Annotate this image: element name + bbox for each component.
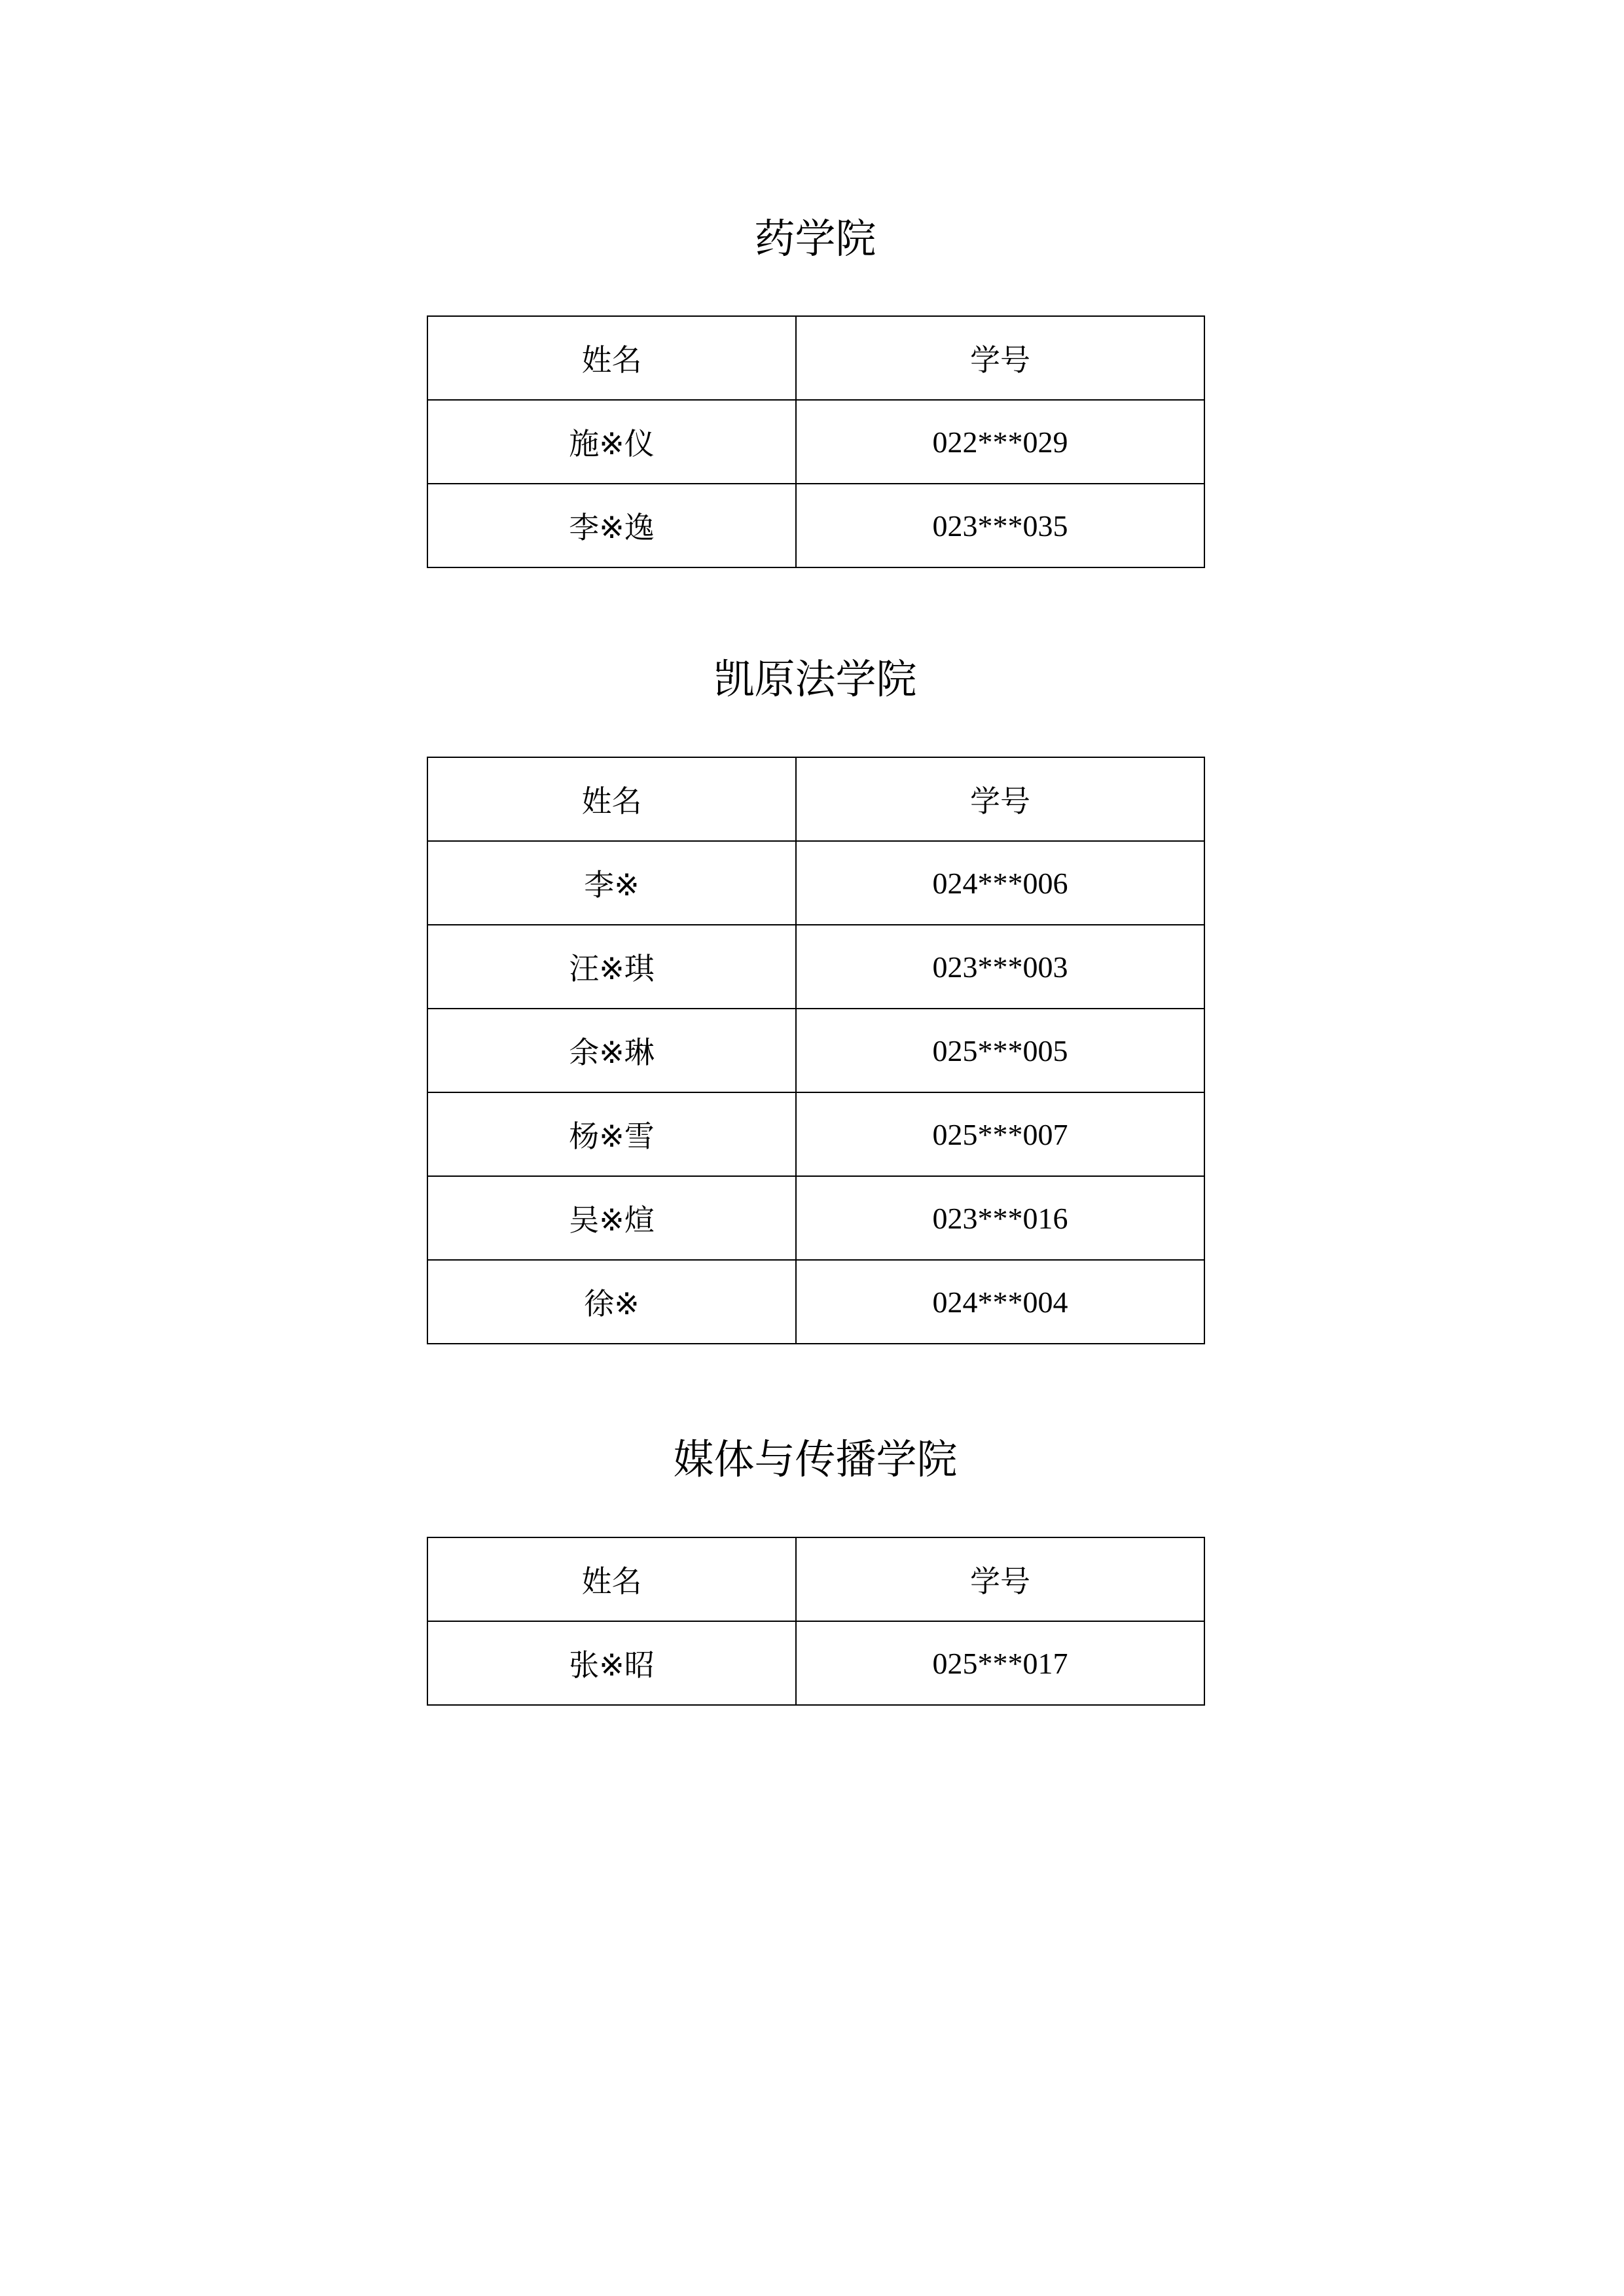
student-name-cell: 李※ (427, 841, 796, 925)
table-row (427, 1009, 1204, 1092)
table-header-row (427, 316, 1204, 400)
roster-table (427, 315, 1205, 568)
table-row (427, 400, 1204, 484)
table-row (427, 1621, 1204, 1705)
student-id-cell: 025***005 (796, 1009, 1204, 1092)
table-header-row (427, 1537, 1204, 1621)
student-id-cell: 025***017 (796, 1621, 1204, 1705)
table-row (427, 1092, 1204, 1176)
column-header-name: 姓名 (427, 316, 796, 400)
student-name-cell: 吴※煊 (427, 1176, 796, 1260)
column-header-name: 姓名 (427, 1537, 796, 1621)
student-id-cell: 024***006 (796, 841, 1204, 925)
student-name-cell: 汪※琪 (427, 925, 796, 1009)
column-header-id: 学号 (796, 1537, 1204, 1621)
table-row (427, 1176, 1204, 1260)
student-name-cell: 余※琳 (427, 1009, 796, 1092)
table-row (427, 1260, 1204, 1344)
column-header-name: 姓名 (427, 757, 796, 841)
student-id-cell: 025***007 (796, 1092, 1204, 1176)
student-name-cell: 张※昭 (427, 1621, 796, 1705)
table-row (427, 841, 1204, 925)
student-name-cell: 徐※ (427, 1260, 796, 1344)
student-id-cell: 023***035 (796, 484, 1204, 567)
section-title: 媒体与传播学院 (673, 1435, 958, 1483)
section-title: 凯原法学院 (713, 655, 917, 703)
student-id-cell: 023***003 (796, 925, 1204, 1009)
student-id-cell: 023***016 (796, 1176, 1204, 1260)
student-name-cell: 杨※雪 (427, 1092, 796, 1176)
table-row (427, 925, 1204, 1009)
table-row (427, 484, 1204, 567)
student-id-cell: 024***004 (796, 1260, 1204, 1344)
column-header-id: 学号 (796, 757, 1204, 841)
roster-table (427, 757, 1205, 1344)
roster-table (427, 1537, 1205, 1706)
section-title: 药学院 (754, 215, 876, 262)
column-header-id: 学号 (796, 316, 1204, 400)
student-name-cell: 李※逸 (427, 484, 796, 567)
student-id-cell: 022***029 (796, 400, 1204, 484)
table-header-row (427, 757, 1204, 841)
student-name-cell: 施※仪 (427, 400, 796, 484)
